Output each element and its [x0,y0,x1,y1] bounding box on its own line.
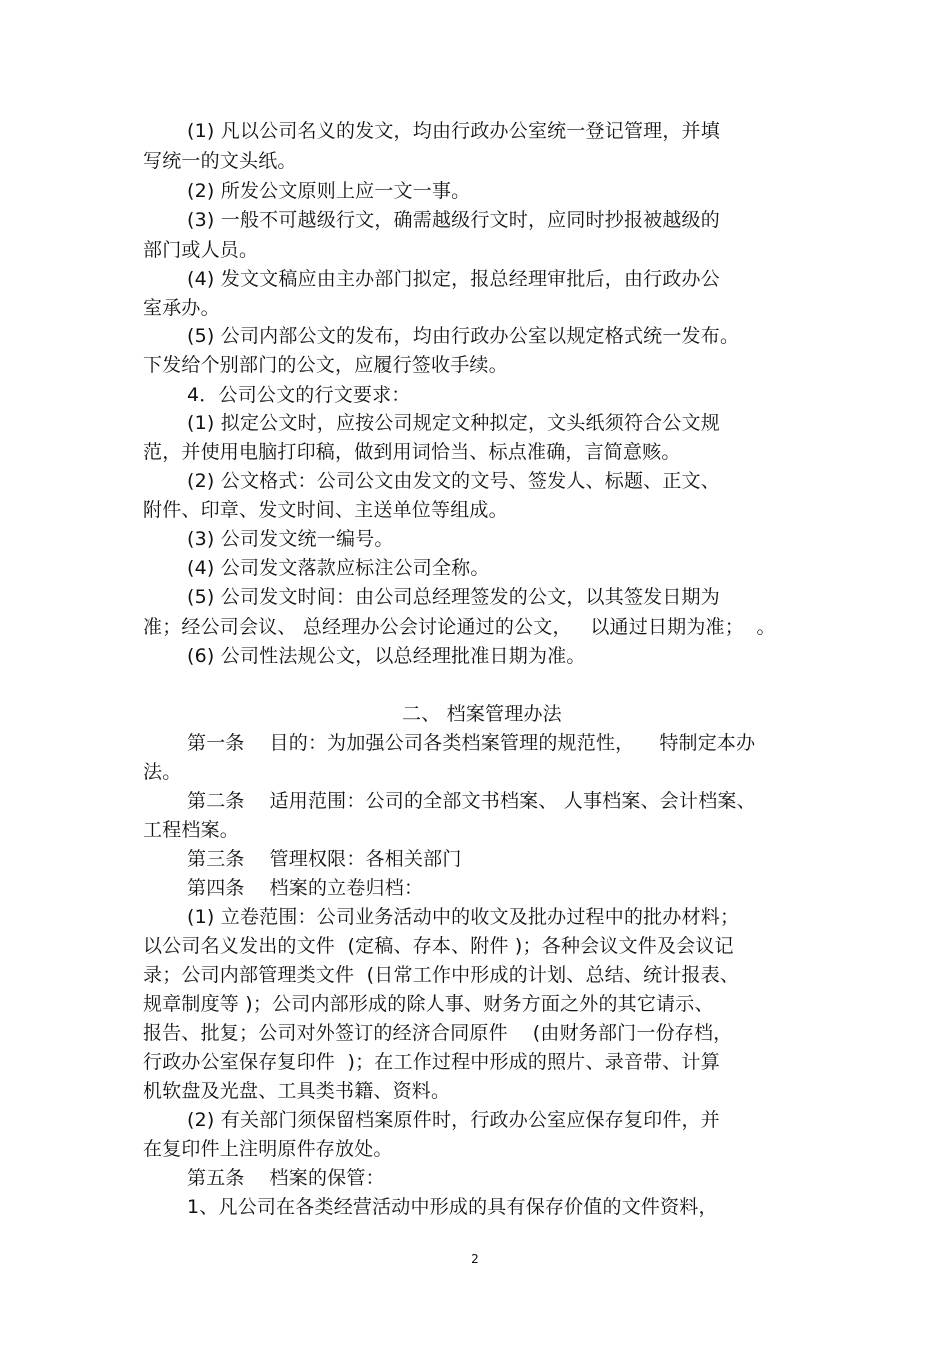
text-line: (3) 一般不可越级行文，确需越级行文时，应同时抄报被越级的 [187,209,720,231]
text-line: 第二条 适用范围：公司的全部文书档案、 人事档案、会计档案、 [187,790,756,812]
text-line: 部门或人员。 [143,239,259,261]
text-line: 在复印件上注明原件存放处。 [143,1138,393,1160]
text-line: (2) 公文格式：公司公文由发文的文号、签发人、标题、正文、 [187,470,720,492]
text-line: 第三条 管理权限：各相关部门 [187,848,462,870]
text-line: 室承办。 [143,297,220,319]
text-line: 写统一的文头纸。 [143,150,297,172]
text-line: (4) 公司发文落款应标注公司全称。 [187,557,490,579]
text-line: 录；公司内部管理类文件 (日常工作中形成的计划、总结、统计报表、 [143,964,740,986]
text-line: (6) 公司性法规公文，以总经理批准日期为准。 [187,645,586,667]
text-line: (3) 公司发文统一编号。 [187,528,394,550]
text-line: 机软盘及光盘、工具类书籍、资料。 [143,1080,451,1102]
page-number: 2 [471,1252,479,1266]
text-line: 行政办公室保存复印件 )；在工作过程中形成的照片、录音带、计算 [143,1051,720,1073]
text-line: 报告、批复；公司对外签订的经济合同原件 (由财务部门一份存档， [143,1022,733,1044]
text-line: 规章制度等 )；公司内部形成的除人事、财务方面之外的其它请示、 [143,993,714,1015]
text-line: (1) 立卷范围：公司业务活动中的收文及批办过程中的批办材料； [187,906,740,928]
section-heading: 二、 档案管理办法 [402,703,562,725]
text-line: 附件、印章、发文时间、主送单位等组成。 [143,499,508,521]
text-line: (5) 公司内部公文的发布，均由行政办公室以规定格式统一发布。 [187,325,740,347]
text-line: 准；经公司会议、 总经理办公会讨论通过的公文， 以通过日期为准； 。 [143,616,776,638]
text-line: 4．公司公文的行文要求： [187,384,411,406]
text-line: 以公司名义发出的文件 (定稿、存本、附件 )；各种会议文件及会议记 [143,935,734,957]
text-line: 工程档案。 [143,819,240,841]
text-line: 第五条 档案的保管： [187,1167,385,1189]
text-line: 第一条 目的：为加强公司各类档案管理的规范性， 特制定本办 [187,732,756,754]
text-line: (5) 公司发文时间：由公司总经理签发的公文，以其签发日期为 [187,586,720,608]
text-line: 法。 [143,761,182,783]
text-line: (4) 发文文稿应由主办部门拟定，报总经理审批后，由行政办公 [187,268,720,290]
text-line: 1、凡公司在各类经营活动中形成的具有保存价值的文件资料， [187,1196,718,1218]
text-line: (2) 有关部门须保留档案原件时，行政办公室应保存复印件，并 [187,1109,720,1131]
text-line: (1) 拟定公文时，应按公司规定文种拟定，文头纸须符合公文规 [187,412,720,434]
text-line: (2) 所发公文原则上应一文一事。 [187,180,471,202]
text-line: (1) 凡以公司名义的发文，均由行政办公室统一登记管理，并填 [187,120,720,142]
text-line: 范，并使用电脑打印稿，做到用词恰当、标点准确，言简意赅。 [143,441,681,463]
text-line: 下发给个别部门的公文，应履行签收手续。 [143,354,508,376]
text-line: 第四条 档案的立卷归档： [187,877,424,899]
